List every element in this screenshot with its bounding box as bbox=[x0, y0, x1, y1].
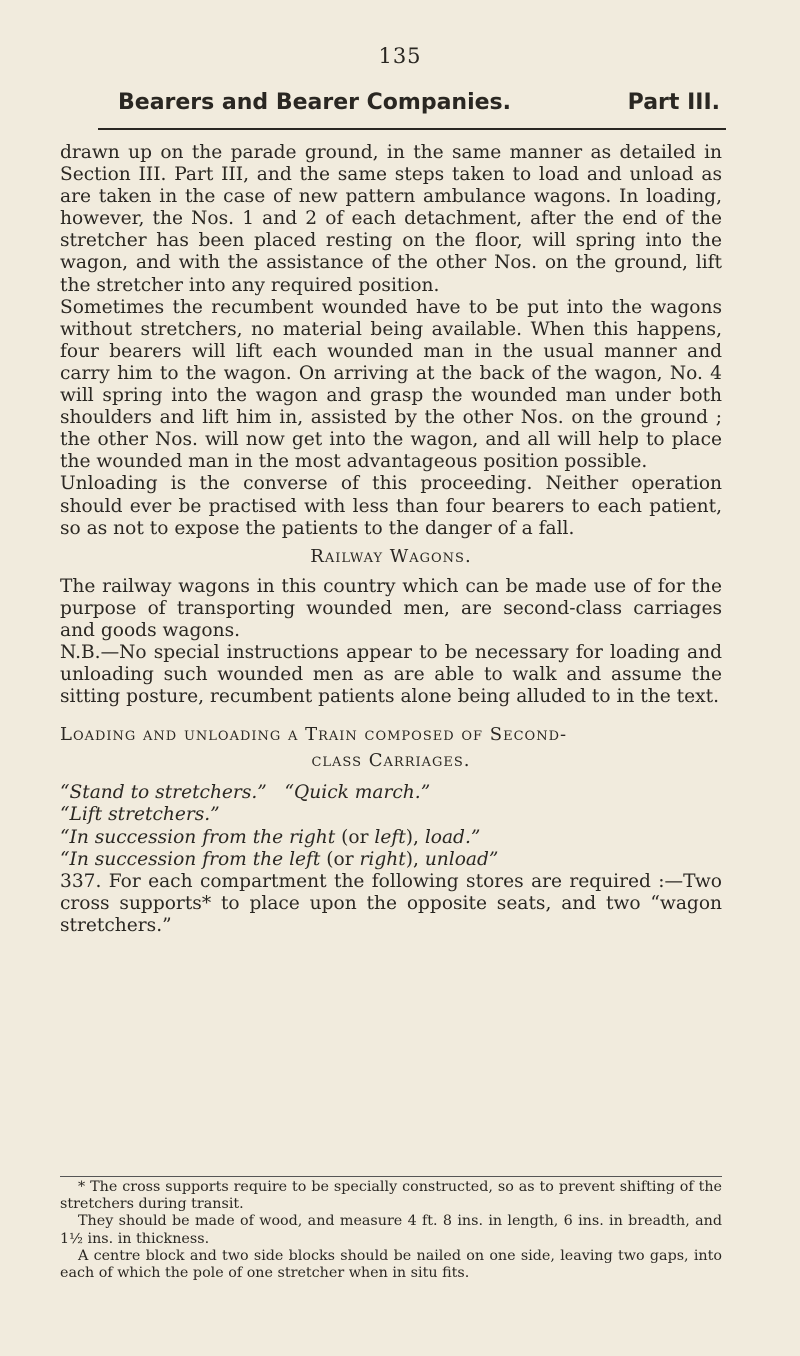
command-line bbox=[60, 849, 722, 871]
paragraph-railway-wagons: The railway wagons in this country which can be made use of for the purpose of transporting wounded men, are second-class carriages and goods wagons. bbox=[60, 575, 722, 641]
header-rule bbox=[98, 128, 726, 130]
heading-railway-wagons: Railway Wagons. bbox=[310, 545, 472, 567]
footnote-blocks: A centre block and two side blocks should be nailed on one side, leaving two gaps, into each of which the pole of one stretcher when in situ fits. bbox=[60, 1247, 722, 1282]
command-load-part: load.” bbox=[424, 826, 481, 848]
paragraph-nota-bene: N.B.—No special instructions appear to be necessary for loading and unloading such wounded men as are able to walk and assume the sitting posture, recumbent patients alone being alluded to in the text. bbox=[60, 642, 722, 708]
footnote-dimensions: They should be made of wood, and measure 4 ft. 8 ins. in length, 6 ins. in breadth, and 1½ ins. in thickness. bbox=[60, 1213, 722, 1247]
command-unload-part: right bbox=[359, 848, 406, 870]
heading-train-loading-line1: Loading and unloading a Train composed of Second- bbox=[60, 724, 568, 746]
footnote-rule bbox=[60, 1176, 722, 1177]
command-load-part: “In succession from the right bbox=[60, 826, 336, 848]
command-unload-part: “In succession from the left bbox=[60, 848, 321, 870]
command-stand-to-stretchers: “Stand to stretchers.” bbox=[60, 782, 267, 804]
command-load-part: left bbox=[374, 826, 406, 848]
command-unload-part: (or bbox=[320, 848, 360, 870]
command-quick-march: “Quick march.” bbox=[284, 782, 431, 804]
paragraph-loading-steps: drawn up on the parade ground, in the same manner as detailed in Section III. Part III, and the same steps taken to load and unload as are taken in the case of new pattern ambulance wagons. In loading, however, the Nos. 1 and 2 of each detachment, after the end of the stretcher has been placed resting on the floor, will spring into the wagon, and with the assistance of the other Nos. on the ground, lift the stretcher into any required position. bbox=[60, 142, 722, 296]
running-head bbox=[118, 90, 720, 115]
running-head-part: Part III. bbox=[627, 90, 720, 115]
paragraph-without-stretchers: Sometimes the recumbent wounded have to be put into the wagons without stretchers, no material being available. When this happens, four bearers will lift each wounded man in the usual manner and carry him to the wagon. On arriving at the back of the wagon, No. 4 will spring into the wagon and grasp the wounded man under both shoulders and lift him in, assisted by the other Nos. on the ground ; the other Nos. will now get into the wagon, and all will help to place the wounded man in the most advantageous position possible. bbox=[60, 296, 722, 473]
page-number: 135 bbox=[378, 44, 422, 68]
command-load-part: ), bbox=[405, 826, 425, 848]
heading-train-loading bbox=[60, 722, 722, 774]
command-unload-part: ), bbox=[405, 848, 425, 870]
command-line bbox=[60, 804, 722, 826]
running-head-title: Bearers and Bearer Companies. bbox=[118, 90, 511, 115]
paragraph-337-stores: 337. For each compartment the following stores are required :—Two cross supports* to place upon the opposite seats, and two “wagon stretchers.” bbox=[60, 870, 722, 936]
command-unload-part: unload” bbox=[424, 848, 499, 870]
heading-train-loading-line2: class Carriages. bbox=[311, 750, 471, 772]
footnotes bbox=[60, 1176, 722, 1282]
body-text bbox=[60, 142, 722, 937]
footnote-cross-supports: * The cross supports require to be specially constructed, so as to prevent shifting of the stretchers during transit. bbox=[60, 1179, 722, 1213]
command-load-part: (or bbox=[335, 826, 375, 848]
command-line bbox=[60, 827, 722, 849]
paragraph-unloading: Unloading is the converse of this proceeding. Neither operation should ever be practised with less than four bearers to each patient, so as not to expose the patients to the danger of a fall. bbox=[60, 473, 722, 539]
command-lift-stretchers: “Lift stretchers.” bbox=[60, 804, 220, 826]
command-line bbox=[60, 782, 722, 804]
command-list bbox=[60, 782, 722, 870]
